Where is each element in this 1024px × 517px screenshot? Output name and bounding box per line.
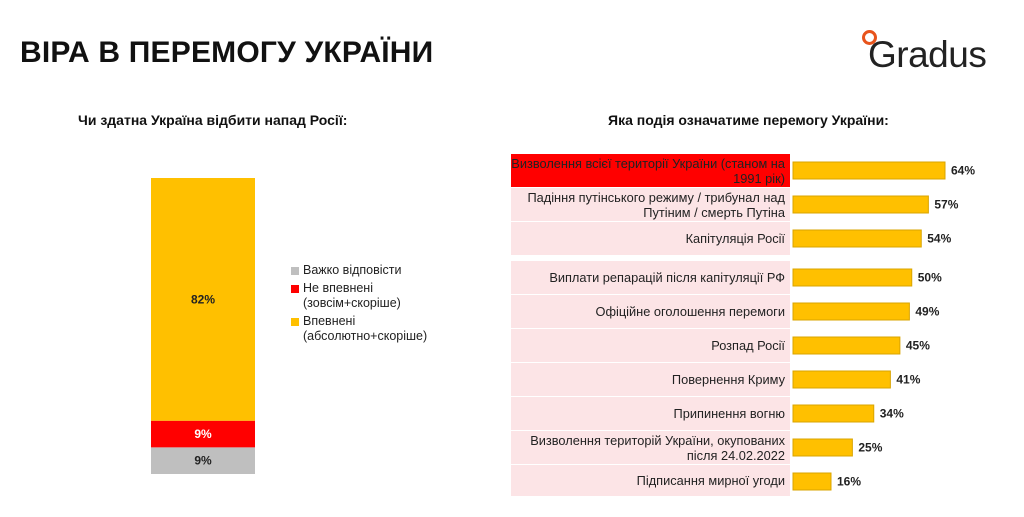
category-label: Визволення всієї території України (станом на 1991 рік) [511, 155, 785, 186]
bar-data-label: 49% [915, 304, 940, 319]
h-bar [793, 162, 945, 179]
category-row [511, 397, 790, 430]
segment-data-label: 82% [190, 292, 216, 307]
legend-label: Важко відповісти [303, 263, 402, 277]
legend-swatch-yellow [291, 318, 299, 326]
segment-data-label: 9% [194, 427, 212, 442]
bar-data-label: 16% [837, 474, 862, 489]
category-label: Виплати репарацій після капітуляції РФ [549, 270, 785, 285]
bar-data-label: 34% [879, 406, 904, 421]
right-chart-title: Яка подія означатиме перемогу України: [608, 112, 889, 128]
h-bar [793, 371, 890, 388]
category-label: Припинення вогню [673, 406, 785, 421]
h-bar [793, 269, 912, 286]
legend-item-hard [291, 263, 443, 278]
category-row [511, 295, 790, 328]
h-bar [793, 303, 909, 320]
bar-data-label: 57% [934, 197, 959, 212]
h-bar [793, 405, 874, 422]
category-label: Повернення Криму [671, 372, 785, 387]
h-bar [793, 196, 928, 213]
bar-data-label: 41% [896, 372, 921, 387]
category-row [511, 363, 790, 396]
category-row [511, 154, 790, 187]
category-row [511, 261, 790, 294]
category-row [511, 431, 790, 464]
legend-item-confident [291, 314, 443, 344]
bar-data-label: 45% [905, 338, 930, 353]
segment-data-label: 9% [194, 453, 212, 468]
h-bar [793, 230, 921, 247]
category-row [511, 222, 790, 255]
legend-item-not-confident [291, 281, 443, 311]
category-label: Капітуляція Росії [685, 231, 785, 246]
category-label: Офіційне оголошення перемоги [595, 304, 785, 319]
bar-data-label: 64% [951, 163, 976, 178]
legend-label: Впевнені (абсолютно+скоріше) [303, 314, 428, 343]
category-label: Підписання мирної угоди [636, 473, 785, 488]
h-bar [793, 337, 900, 354]
category-label: Визволення територій України, окупованих після 24.02.2022 [530, 432, 785, 463]
h-bar [793, 439, 852, 456]
stacked-legend [291, 263, 443, 347]
bar-data-label: 25% [858, 440, 883, 455]
bar-data-label: 50% [917, 270, 942, 285]
category-label: Розпад Росії [711, 338, 785, 353]
h-bar [793, 473, 831, 490]
page-title: ВІРА В ПЕРЕМОГУ УКРАЇНИ [20, 36, 434, 69]
category-row [511, 465, 790, 496]
category-label: Падіння путінського режиму / трибунал над Путіним / смерть Путіна [527, 189, 785, 220]
logo-text: Gradus [868, 34, 987, 75]
left-chart-title: Чи здатна Україна відбити напад Росії: [78, 112, 348, 128]
legend-swatch-gray [291, 267, 299, 275]
category-row [511, 329, 790, 362]
bar-data-label: 54% [927, 231, 952, 246]
legend-label: Не впевнені (зовсім+скоріше) [303, 281, 401, 310]
legend-swatch-red [291, 285, 299, 293]
category-row [511, 188, 790, 221]
